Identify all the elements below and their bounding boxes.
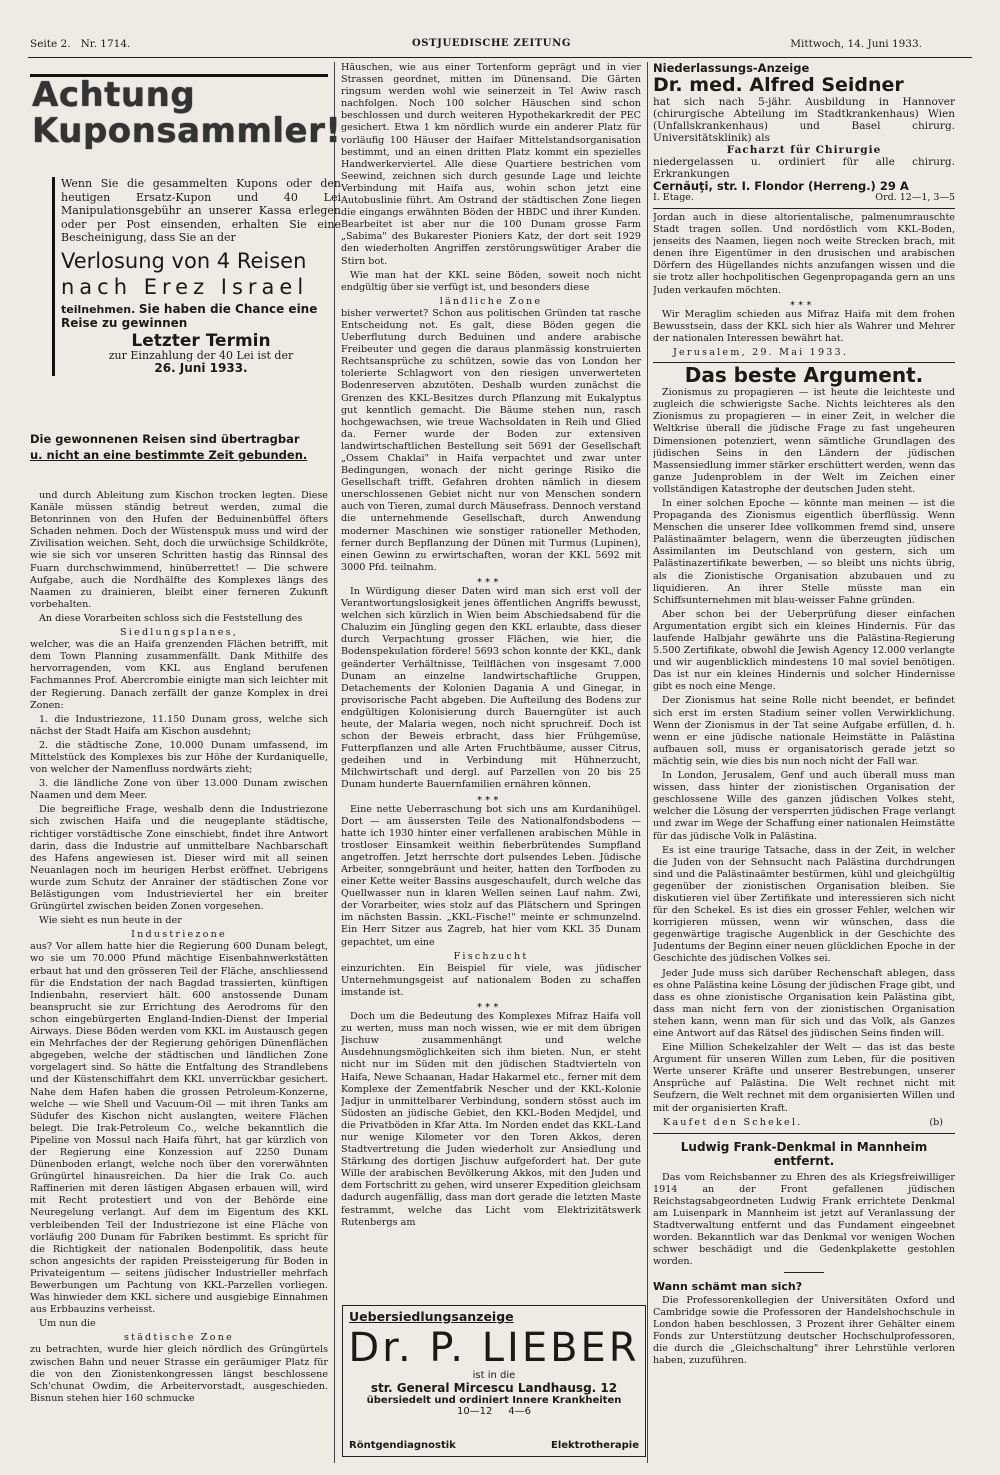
svg-text:* * *: * * * — [477, 794, 499, 804]
paragraph: Es ist eine traurige Tatsache, dass in der Zeit, in welcher die Juden von der Sehnsucht nach Palästina durchdrungen sind und die Palästinaämter bestürmen, kühl und gleichgültig gegenüber der zionistischen Organisation bleiben. Sie diskutieren viel über Zertifikate und interessieren sich nicht für den Schekel. Es ist dies ein grosser Fehler, welchen wir korrigieren müssen, wenn wir wünschen, dass die gegenwärtige tragische Augenblick in der Geschichte des Judentums der Beginn einer neuen glücklichen Epoche in der Geschichte des jüdischen Volkes sei. — [653, 844, 955, 965]
ad-text: Wenn Sie die gesammelten Kupons oder den heutigen Ersatz-Kupon und 40 Lei Manipulationsgebühr an unserer Kassa erlegen oder per Post einsenden, erhalten Sie eine Bescheinigung, dass Sie an der — [61, 177, 341, 245]
paragraph: Die Professorenkollegien der Universitäten Oxford und Cambridge sowie die Professoren der Handelshochschule in London haben beschlossen, 3 Prozent ihrer Gehälter einem Fonds zur Unterstützung deutscher Hochschulprofessoren, die durch die „Gleichschaltung" ihrer Lehrstühle verloren haben, zuzuführen. — [653, 1294, 955, 1367]
paragraph: In London, Jerusalem, Genf und auch überall muss man wissen, dass hinter der zionistischen Organisation der geschlossene Wille des ganzen jüdischen Volkes steht, welcher die Lösung der versperrten jüdischen Frage verlangt und zwar im Wege der Schaffung einer nationalen Heimstätte für das jüdische Volk in Palästina. — [653, 770, 955, 842]
paragraph: Wie man hat der KKL seine Böden, soweit noch nicht endgültig über sie verfügt ist, und besonders diese — [341, 269, 641, 293]
dateline: Jerusalem, 29. Mai 1933. — [673, 346, 849, 358]
paragraph: In Würdigung dieser Daten wird man sich erst voll der Verantwortungslosigkeit jenes öffentlichen Angriffs bewusst, welchen sich kürzlich in Wien beim Abschiedsabend für die Chaluzim ein Jüngling gegen den KKL erlaubte, dass dieser durch Verpachtung grosser Flächen, wie hier, die Bodenspekulation fördere! 5693 schon konnte der KKL, dank geänderter Verhältnisse, Teilflächen von insgesamt 7.000 Dunam an einzelne landwirtschaftliche Gruppen, Detachements der Kolonien Dagania A und Ginegar, in provisorische Pacht abgeben. Die Aufteilung des Bodens zur endgültigen Kolonisierung durch Bauerngüter ist auch heute, der Malaria wegen, noch nicht spruchreif. Doch ist schon der Beweis erbracht, dass hier Frühgemüse, Futterpflanzen und alle Arten Fruchtbäume, ausser Citrus, gedeihen und in Verbindung mit Hühnerzucht, Milchwirtschaft und dergl. auf Parzellen von 20 bis 25 Dunam hunderte Bauernfamilien ernähren können. — [341, 585, 641, 791]
ad-footer — [30, 431, 330, 463]
ad-termin: Letzter Termin — [131, 331, 271, 352]
paragraph: Die begreifliche Frage, weshalb denn die Industriezone sich zwischen Haifa und die neugeplante städtische, richtiger vorstädtische Zone einschiebt, findet ihre Antwort darin, dass die Industrie auf unmittelbare Nachbarschaft des Hafens angewiesen ist. Dieser wird mit all seinen Neuanlagen noch im heurigen Herbst eröffnet. Uebrigens wurde zum Schutz der Anrainer der städtischen Zone vor Belästigungen vom Industrieviertel her ein breiter Grüngürtel zwischen beiden Zonen vorgesehen. — [30, 804, 328, 913]
seidner-etage: I. Etage. — [653, 192, 694, 203]
lieber-line: übersiedelt und ordiniert Innere Krankheiten — [366, 1395, 622, 1406]
headline-frank-1: Ludwig Frank-Denkmal in Mannheim — [680, 1139, 928, 1154]
ad-footer-line-1: Die gewonnenen Reisen sind übertragbar — [30, 432, 300, 446]
zone-item: 2. die städtische Zone, 10.000 Dunam umfassend, im Mittelstück des Komplexes bis zur Höhe der Kurdaniquelle, von welcher der Namenfluss nordwärts zieht; — [30, 739, 328, 776]
paragraph: Doch um die Bedeutung des Komplexes Mifraz Haifa voll zu werten, muss man noch wissen, wie er mit dem übrigen Jischuw zusammenhängt und welche Ausdehnungsmöglichkeiten sich ihm bieten. Nun, er steht nicht nur im Süden mit den jüdischen Stadtvierteln von Haifa, Newe Schaanan, Hadar Hakarmel etc., ferner mit dem Komplexe der Zementfabrik Nescher und der KKL-Kolonie Jadjur in unmittelbarer Verbindung, sondern stösst auch im Südosten an jüdische Gebiet, den KKL-Boden Medjdel, und die Privatböden in Kfar Atta. Im Norden endet das KKL-Land nur wenige Kilometer vor den Toren Akkos, deren Stadtvertretung die Juden wiederholt zur Ansiedlung und Stärkung des dortigen Jischuw aufgefordert hat. Der gute Wille der arabischen Bevölkerung Akkos, mit den Juden und dem Fortschritt zu gehen, wird unserer Expedition gleichsam dadurch augenfällig, dass man dort gerade die letzten Maste festrammt, welche das Licht vom Elektrizitätswerk Rutenbergs am — [341, 1011, 641, 1228]
ad-body — [52, 177, 341, 376]
headline-schaemt: Wann schämt man sich? — [653, 1279, 803, 1293]
subhead-industriezone: Industriezone — [131, 929, 227, 941]
column-2 — [341, 62, 641, 1299]
subhead-siedlungsplan: Siedlungsplanes, — [120, 627, 238, 639]
svg-text:* * *: * * * — [790, 299, 812, 309]
ad-footer-line-2: u. nicht an eine bestimmte Zeit gebunden. — [30, 448, 308, 462]
svg-text:* * *: * * * — [477, 576, 499, 586]
asterisk-separator-icon — [774, 299, 834, 309]
paragraph: welcher, was die an Haifa grenzenden Flächen betrifft, mit dem Town Planning zusammenfällt. Dank Mithilfe des hervorragenden, vom KKL aus England berufenen Fachmannes Prof. Abercrombie einigte man sich leichter mit der Regierung. Danach zerfällt der ganze Komplex in drei Zonen: — [30, 639, 328, 711]
ad-datum: 26. Juni 1933. — [154, 361, 248, 376]
column-1 — [30, 490, 328, 1465]
kupon-advertisement — [30, 74, 342, 462]
ad-einzahlung: zur Einzahlung der 40 Lei ist der — [108, 348, 294, 362]
paragraph: Jordan auch in diese altorientalische, palmenumrauschte Stadt tragen sollen. Und nordöstlich vom KKL-Boden, jenseits des Naamen, liegen noch weite Strecken brach, mit denen ihre Eigentümer in den drusischen und arabischen Dörfern des Hügellandes nichts anzufangen wissen und die sie trotz aller hochpolitischen Gegenpropaganda gern an uns Juden verkaufen möchten. — [653, 212, 955, 296]
paragraph: Das vom Reichsbanner zu Ehren des als Kriegsfreiwilliger 1914 an der Front gefallenen jüdischen Reichstagsabgeordneten Ludwig Frank errichtete Denkmal am Luisenpark in Mannheim ist jetzt auf Veranlassung der Stadtverwaltung entfernt und das Fundament eingeebnet worden. Bekanntlich war das Denkmal vor wenigen Wochen schwer beschädigt und die Gedenkplakette gestohlen worden. — [653, 1171, 955, 1268]
paragraph: Wie sieht es nun heute in der — [39, 915, 182, 927]
ad-title-kuponsammler: Kuponsammler! — [32, 111, 342, 151]
lieber-advertisement — [342, 1305, 646, 1457]
paragraph: Der Zionismus hat seine Rolle nicht beendet, er befindet sich erst im ersten Stadium seiner vollen Verwirklichung. Wenn der Zionismus in der Tat seine Aufgabe erfüllen, d. h. wenn er eine jüdische nationale Heimstätte in Palästina aufbauen soll, muss er organisatorisch gerade jetzt so mächtig sein, wie dies bis nun noch nicht der Fall war. — [653, 695, 955, 767]
paragraph: Aber schon bei der Ueberprüfung dieser einfachen Argumentation ergibt sich ein kleines Hindernis. Für das laufende Halbjahr gewährte uns die Palästina-Regierung 5.500 Zertifikate, obwohl die Jewish Agency 12.000 verlangte und wir augenblicklich mindestens 10 mal soviel benötigen. Das ist nur ein kleines Hindernis und solcher Hindernisse gibt es noch eine Menge. — [653, 608, 955, 693]
ad-chance-1: teilnehmen. — [61, 302, 136, 316]
seidner-niedergelassen: niedergelassen u. ordiniert für alle chirurg. Erkrankungen — [653, 156, 955, 180]
column-rule — [647, 62, 648, 1463]
zone-item: 3. die ländliche Zone von über 13.000 Dunam zwischen Naamen und dem Meer. — [30, 778, 328, 802]
subhead-staedtische-zone: städtische Zone — [123, 1332, 235, 1344]
headline-frank-2: entfernt. — [773, 1153, 835, 1168]
author-signature: (b) — [929, 1116, 943, 1128]
paragraph: Jeder Jude muss sich darüber Rechenschaft ablegen, dass es ohne Palästina keine Lösung der jüdischen Frage gibt, und dass es ohne zionistische Organisation kein Palästina gibt, dass man nicht fern von der zionistischen Organisation stehen kann, wenn man für sich und das Volk, als Ganzes eine Antwort auf das Rätsel des jüdischen Seins finden will. — [653, 967, 955, 1039]
issue-date: Mittwoch, 14. Juni 1933. — [790, 38, 922, 50]
seidner-title: Niederlassungs-Anzeige — [653, 62, 810, 75]
subhead-fischzucht: Fischzucht — [453, 950, 529, 962]
page-number: Seite 2. Nr. 1714. — [30, 38, 131, 50]
issue-number: Nr. 1714. — [80, 38, 131, 50]
kauft-den-schekel: Kaufet den Schekel. — [663, 1116, 803, 1128]
header-rule — [28, 57, 972, 58]
asterisk-separator-icon — [461, 576, 521, 586]
lieber-ist: ist in die — [472, 1370, 516, 1381]
zone-item: 1. die Industriezone, 11.150 Dunam gross, welche sich nächst der Stadt Haifa am Kischon ausdehnt; — [30, 713, 328, 737]
paragraph: bisher verwertet? Schon aus politischen Gründen tat rasche Entscheidung not. Es galt, diese Böden gegen die Ueberflutung durch Beduinen und andere arabische Freibeuter und gegen die daraus planmässig konstruierten Rechtsansprüche zu schützen, sowie das von London her tolerierte Schlagwort von den riesigen unverwerteten Bodenreserven abzutöten. Deshalb wurden zunächst die Grenzen des KKL-Besitzes durch Pflanzung mit Eukalyptus gut kenntlich gemacht. Die Bäume stehen nun, rasch hochgewachsen, wie treue Wachsoldaten in Reih und Glied da. Ferner wurde der Boden zur extensiven landwirtschaftlichen Bestellung seit 5691 der Gesellschaft „Ossem Chaklai" in Haifa verpachtet und zwar unter Bedingungen, wonach der nicht geringe Risiko die Gesellschaft trifft. Gefahren drohten nämlich in diesem unerschlossenen Gebiet nicht nur von Menschen sondern auch von Tieren, zumal durch Mäusefrass. Dennoch verstand die unternehmende Gesellschaft, durch Anwendung moderner Maschinen wie sonstiger rationeller Methoden, ferner durch Bepflanzung der Dünen mit Turmus (Lupinen), einen Gewinn zu erwirtschaften, woran der KKL 5692 mit 3000 Pfd. teilnahm. — [341, 307, 641, 573]
lieber-left: Röntgendiagnostik — [349, 1440, 456, 1451]
paragraph: einzurichten. Ein Beispiel für viele, was jüdischer Unternehmungsgeist auf nationalem Boden zu schaffen imstande ist. — [341, 962, 641, 998]
paragraph: zu betrachten, wurde hier gleich nördlich des Grüngürtels zwischen Bahn und neuer Strasse ein geräumiger Platz für die von den Zionistenkongressen längst beschlossene Sch'chunat Owdim, die Arbeitervorstadt, ausgeschieden. Bisnun stehen hier 160 schmucke — [30, 1344, 328, 1404]
ad-chance-2: Sie haben die Chance eine Reise zu gewinnen — [61, 301, 318, 330]
ad-title-achtung: Achtung — [32, 75, 196, 115]
paragraph: Um nun die — [39, 1318, 96, 1330]
paragraph: aus? Vor allem hatte hier die Regierung 600 Dunam belegt, wo sie um 70.000 Pfund mächtige Eisenbahnwerkstätten erbaut hat und den grösseren Teil der Fläche, anschliessend für die Endstation der nach Bagdad trassierten, künftigen Indienbahn, reserviert hält. 600 anstossende Dunam beansprucht sie zur Errichtung des Aerodroms für den schon eingebürgerten England-Indien-Dienst der Imperial Airways. Diese Böden werden vom KKL im Austausch gegen ein Mehrfaches der der Regierung gehörigen Dünenflächen abgegeben, welche der städtischen und ländlichen Zone vorgelagert sind. So hätte die Entfaltung des Strandlebens und der Küstenschiffahrt dem KKL unverrückbar gesichert. Nahe dem Hafen haben die grossen Petroleum-Konzerne, welche — wie Shell und Vacuum-Oil — mit ihren Tanks am Südufer des Kischon nicht auslangten, weitere Flächen belegt. Die Irak-Petroleum Co., welche bekanntlich die Pipeline von Mossul nach Haifa führt, hat gar kürzlich von der Regierung eine Konzession auf 2250 Dunam Dünenboden erlangt, welche noch über den vorerwähnten Grüngürtel hinausreichen. Da hier die Irak Co. auch Raffinerien mit deren lästigen Abgasen erbauen will, wird mit Recht protestiert und von der Behörde eine Neuregelung verlangt. Auf dem im Eigentum des KKL verbleibenden Teil der Industriezone ist eine Fläche von vorläufig 200 Dunam für Fabriken bestimmt. Es spricht für die Richtigkeit der nationalen Bodenpolitik, dass heute schon angesichts der rapiden Preissteigerung für Boden in Privateigentum — seitens jüdischer Industrieller mehrfach Bewerbungen um Pachtung von KKL-Parzellen vorliegen. Was hinwieder dem KKL sichere und ausgiebige Einnahmen aus Erbbauzins verheisst. — [30, 941, 328, 1316]
seidner-fach: Facharzt für Chirurgie — [726, 144, 882, 156]
paragraph: Wir Meraglim schieden aus Mifraz Haifa mit dem frohen Bewusstsein, dass der KKL sich hier als Wahrer und Mehrer der nationalen Interessen bewährt hat. — [653, 308, 955, 344]
paragraph: Zionismus zu propagieren — ist heute die leichteste und zugleich die schwierigste Sache. Nichts leichteres als den Zionismus zu propagieren — in einer Zeit, in welcher die Weltkrise überall die jüdische Frage zu fast ungeheuren Dimensionen potenziert, wenn sämtliche Grundlagen des jüdischen Seins in den Ländern der jüdischen Massensiedlung immer stärker erschüttert werden, wenn das ganze Judenproblem in der Welt im Zeichen einer vollständigen Katastrophe der deutschen Juden steht. — [653, 387, 955, 495]
ad-verlosung-2: nach Erez Israel — [61, 274, 309, 299]
svg-text:* * *: * * * — [477, 1002, 499, 1012]
asterisk-separator-icon — [461, 1001, 521, 1011]
ad-verlosung-1: Verlosung von 4 Reisen — [61, 248, 307, 273]
paragraph: In einer solchen Epoche — könnte man meinen — ist die Propaganda des Zionismus eigentlich überflüssig. Wenn Menschen die unserer Idee vollkommen fremd sind, unsere Palästinaämter belagern, wenn die überzeugten jüdischen Assimilanten im Deutschland von gestern, sich um Palästinazertifikate bewerben, — so bleibt uns nichts übrig, als die Zionistische Organisation abzubauen und zu liquidieren. An ihrer Stelle müsste man ein Schiffsunternehmen mit blau-weisser Fahne gründen. — [653, 497, 955, 606]
lieber-street: str. General Mircescu Landhausg. 12 — [370, 1381, 618, 1395]
column-3 — [653, 62, 955, 1462]
lieber-title: Uebersiedlungsanzeige — [349, 1309, 514, 1324]
subhead-laendliche-zone: ländliche Zone — [439, 295, 543, 307]
headline-argument: Das beste Argument. — [684, 363, 924, 388]
lieber-right: Elektrotherapie — [550, 1440, 639, 1451]
lieber-name: Dr. P. LIEBER — [348, 1325, 640, 1371]
masthead: OSTJUEDISCHE ZEITUNG — [412, 38, 571, 49]
paragraph: und durch Ableitung zum Kischon trocken legten. Diese Kanäle müssen ständig betreut werden, zumal die Betonrinnen von den Hufen der Beduinenbüffel öfters Schaden nehmen. Doch der Wüstenspuk muss und wird der Zivilisation weichen. Seht, doch die urwüchsige Schildkröte, wie sie sich vor unseren Schritten hastig das Rinnsal des Fuarn durchschwimmend, hinüberrettet! — Die schwere Aufgabe, auch die Nordhälfte des Komplexes längs des Naamen zu drainieren, bleibt einer ferneren Zukunft vorbehalten. — [30, 490, 328, 610]
seidner-name: Dr. med. Alfred Seidner — [653, 74, 904, 96]
seidner-text: hat sich nach 5-jähr. Ausbildung in Hannover (chirurgische Abteilung im Stadtkrankenhaus) Wien (Unfallskrankenhaus) und Basel chirurg. Universitätsklinik) als — [653, 96, 955, 144]
seidner-address: Cernăuţi, str. I. Flondor (Herreng.) 29 A — [653, 179, 909, 193]
asterisk-separator-icon — [461, 794, 521, 804]
paragraph: Eine nette Ueberraschung bot sich uns am Kurdanihügel. Dort — am äussersten Teile des Nationalfondsbodens — hatte ich 1930 hinter einer verfallenen arabischen Mühle in trostloser Einsamkeit weithin fieberbrütendes Sumpfland angetroffen. Jetzt herrschte dort pulsendes Leben. Jüdische Arbeiter, sonngebräunt und heiter, hatten den Torfboden zu einer Kette weiter Bassins ausgeschaufelt, durch welche das Quellwasser nun in klaren Wellen seinen Lauf nahm. Zwi, der Vorarbeiter, wies stolz auf das Plätschern und Springen im nächsten Bassin. „KKL-Fische!" meinte er schmunzelnd. Ein Herr Sitzer aus Zagreb, hat hier vom KKL 35 Dunam gepachtet, um eine — [341, 803, 641, 948]
seidner-advertisement — [653, 62, 955, 209]
paragraph: Eine Million Schekelzahler der Welt — das ist das beste Argument für unseren Willen zum Leben, für die positiven Werte unserer Kräfte und unserer Bestrebungen, unserer Ansprüche auf Palästina. Die Welt rechnet nicht mit Seufzern, die Welt rechnet mit dem organisierten Willen und mit der organisierten Kraft. — [653, 1042, 955, 1114]
seidner-ordination: Ord. 12—1, 3—5 — [875, 192, 955, 203]
lieber-hours: 10—12 4—6 — [456, 1406, 532, 1417]
paragraph: Häuschen, wie aus einer Tortenform geprägt und in vier Strassen geordnet, mitten im Dünensand. Die Gärten ringsum werden wohl wie seinerzeit in Tel Awiw rasch nachfolgen. Noch 100 solcher Häuschen sind schon beschlossen und durch weiteren Hypothekarkredit der PEC gesichert. Etwa 1 km nördlich wurde ein anderer Platz für vorläufig 100 Häuser der Haifaer Mittelstandsorganisation bestimmt, und an einen dritten Platz kommt ein spezielles Handwerkerviertel. Alle diese Quartiere bestrichen vom Seewind, zeichnen sich durch gesunde Lage und leichte Verbindung mit Haifa aus, wohin schon jetzt eine Autobuslinie führt. Am Ostrand der städtischen Zone liegen die eingangs erwähnten Böden der HBDC und ihrer Kunden. Bearbeitet ist aber nur die 100 Dunam grosse Farm „Sabima" des Bukarester Pioniers Katz, der dort seit 1929 den wiederholten Angriffen zerstörungswütiger Araber die Stirn bot. — [341, 62, 641, 267]
paragraph: An diese Vorarbeiten schloss sich die Feststellung des — [39, 612, 303, 624]
